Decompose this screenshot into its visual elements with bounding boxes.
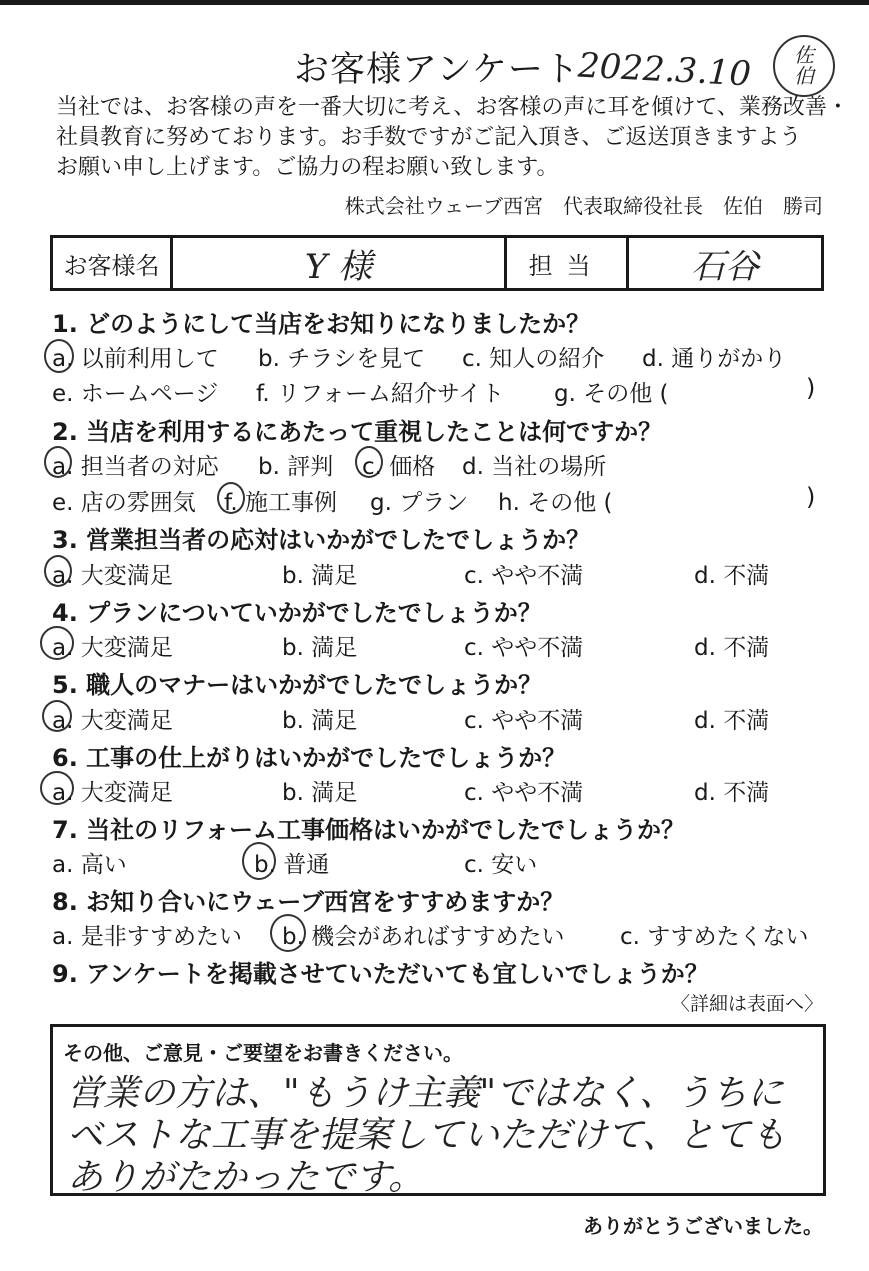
staff-label: 担当	[507, 238, 629, 288]
intro-line: 社員教育に努めております。お手数ですがご記入頂き、ご返送頂きますよう	[56, 125, 802, 150]
handwritten-date: 2022.3.10	[577, 45, 752, 95]
page-title: お客様アンケート	[294, 50, 580, 90]
option: f. 施工事例	[224, 490, 338, 516]
option: e. ホームページ	[52, 381, 219, 407]
question-2: 2. 当店を利用するにあたって重視したことは何ですか？	[52, 418, 663, 446]
option: a. 大変満足	[52, 708, 173, 734]
comment-line: ベストな工事を提案していただけて、とても	[67, 1115, 787, 1156]
option: d. 通りがかり	[642, 346, 787, 372]
comment-line: 営業の方は、"もうけ主義"ではなく、うちに	[67, 1073, 784, 1114]
close-paren: )	[806, 483, 816, 511]
comments-title: その他、ご意見・ご要望をお書きください。	[63, 1041, 463, 1065]
option: a. 担当者の対応	[52, 454, 219, 480]
question-3: 3. 営業担当者の応対はいかがでしたでしょうか？	[52, 526, 591, 554]
company-signature: 株式会社ウェーブ西宮 代表取締役社長 佐伯 勝司	[344, 194, 823, 218]
customer-name-value: Y 様	[173, 238, 507, 288]
stamp-char-1: 佐	[794, 43, 814, 67]
stamp-char-2: 伯	[794, 64, 814, 88]
option: c. やや不満	[464, 780, 584, 806]
question-5: 5. 職人のマナーはいかがでしたでしょうか？	[52, 671, 543, 699]
option: d. 不満	[694, 780, 770, 806]
option: g. プラン	[370, 490, 469, 516]
question-7: 7. 当社のリフォーム工事価格はいかがでしたでしょうか？	[52, 816, 685, 844]
option: c. 知人の紹介	[462, 346, 605, 372]
question-9: 9. アンケートを掲載させていただいても宜しいでしょうか？	[52, 960, 709, 988]
option: b. 満足	[282, 563, 358, 589]
option: b. チラシを見て	[258, 346, 426, 372]
top-border	[0, 0, 869, 5]
detail-note: 〈詳細は表面へ〉	[670, 993, 823, 1015]
comment-line: ありがたかったです。	[67, 1157, 425, 1198]
option: c. すすめたくない	[620, 924, 809, 950]
intro-text	[56, 93, 849, 183]
option: b. 普通	[254, 852, 330, 878]
option: a. 大変満足	[52, 780, 173, 806]
option: c. やや不満	[464, 563, 584, 589]
option: b. 満足	[282, 635, 358, 661]
seal-stamp	[773, 35, 835, 97]
option: f. リフォーム紹介サイト	[256, 381, 505, 407]
option: h. その他 (	[498, 490, 613, 516]
option: d. 不満	[694, 708, 770, 734]
comments-box	[50, 1024, 826, 1196]
question-4: 4. プランについていかがでしたでしょうか？	[52, 599, 542, 627]
option: d. 当社の場所	[462, 454, 607, 480]
thanks-text: ありがとうございました。	[583, 1214, 823, 1238]
intro-line: 当社では、お客様の声を一番大切に考え、お客様の声に耳を傾けて、業務改善・	[56, 95, 849, 120]
option: b. 機会があればすすめたい	[282, 924, 565, 950]
close-paren: )	[806, 374, 816, 402]
option: a. 以前利用して	[52, 346, 219, 372]
question-1: 1. どのようにして当店をお知りになりましたか？	[52, 310, 591, 338]
staff-value: 石谷	[691, 246, 759, 287]
option: d. 不満	[694, 635, 770, 661]
option: a. 大変満足	[52, 563, 173, 589]
customer-table	[50, 235, 824, 291]
option: e. 店の雰囲気	[52, 490, 196, 516]
option: a. 高い	[52, 852, 127, 878]
intro-line: お願い申し上げます。ご協力の程お願い致します。	[56, 155, 559, 180]
option: b. 満足	[282, 780, 358, 806]
option: c. やや不満	[464, 708, 584, 734]
option: b. 満足	[282, 708, 358, 734]
question-6: 6. 工事の仕上がりはいかがでしたでしょうか？	[52, 744, 567, 772]
question-8: 8. お知り合いにウェーブ西宮をすすめますか？	[52, 888, 565, 916]
option: g. その他 (	[554, 381, 669, 407]
option: c. 安い	[464, 852, 538, 878]
option: c. 価格	[362, 454, 436, 480]
option: c. やや不満	[464, 635, 584, 661]
customer-name-label: お客様名	[53, 238, 173, 288]
option: b. 評判	[258, 454, 334, 480]
option: d. 不満	[694, 563, 770, 589]
option: a. 大変満足	[52, 635, 173, 661]
option: a. 是非すすめたい	[52, 924, 242, 950]
